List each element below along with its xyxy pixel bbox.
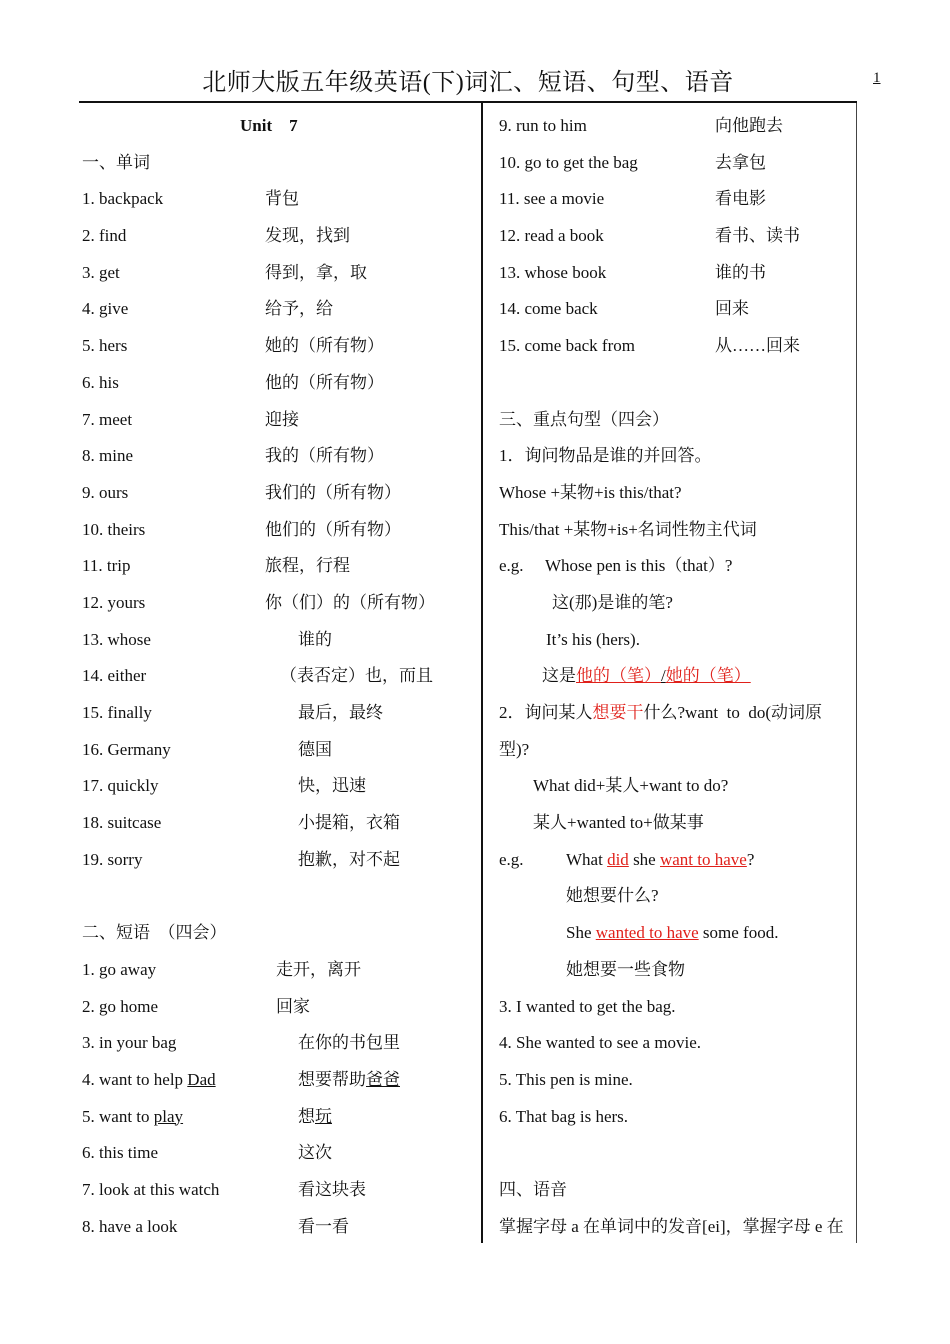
word-item: 7. meet 迎接 — [82, 409, 299, 429]
word-item: 12. yours 你（们）的（所有物） — [82, 592, 435, 612]
phrase-item: 10. go to get the bag 去拿包 — [499, 152, 766, 172]
phrase-item: 11. see a movie 看电影 — [499, 189, 766, 209]
example-answer: It’s his (hers). — [546, 629, 640, 649]
phrase-item: 8. have a look 看一看 — [82, 1216, 349, 1236]
phrase-item: 7. look at this watch 看这块表 — [82, 1179, 366, 1199]
right-column: 9. run to him 向他跑去 10. go to get the bag 去拿包 11. see a movie 看电影 12. read a book 看书、读书 13. whose book 谁的书 14. come back 回来 15. come back from 从……回来 三、重点句型（四会） 1．询问物品是谁的并回答。 Whose +某物+is this/that? This/that +某物+is+名词性物主代词 e.g. Whose pen is this（that）? 这(那)是谁的笔? It’s his (hers). 这是他的（笔）/她的（笔） 2．询问某人想要干什么?want to do(动词原 型)? What did+某人+want to do? 某人+wanted to+做某事 e.g. What did she want to have? 她想要什么? She wanted to have some food. 她想要一些食物 3. I wanted to get the bag. 4. She wanted to see a movie. 5. This pen is mine. 6. That bag is hers. 四、语音 掌握字母 a 在单词中的发音[ei]，掌握字母 e 在 — [499, 108, 884, 1245]
word-item: 1. backpack 背包 — [82, 189, 299, 209]
phrase-item: 6. this time 这次 — [82, 1143, 332, 1163]
section-heading-phonics: 四、语音 — [499, 1179, 567, 1199]
page-title: 北师大版五年级英语(下)词汇、短语、句型、语音 — [202, 70, 734, 96]
phrase-item: 1. go away 走开，离开 — [82, 959, 361, 979]
word-item: 11. trip 旅程，行程 — [82, 556, 350, 576]
word-item: 9. ours 我们的（所有物） — [82, 482, 401, 502]
word-item: 2. find 发现，找到 — [82, 226, 350, 246]
phrase-item: 13. whose book 谁的书 — [499, 262, 766, 282]
column-divider — [481, 103, 483, 1243]
example-answer-translation: 这是他的（笔）/她的（笔） — [542, 666, 751, 686]
sentence-list — [499, 989, 884, 1136]
phrase-item: 3. in your bag 在你的书包里 — [82, 1033, 400, 1053]
word-item: 16. Germany 德国 — [82, 739, 332, 759]
pattern-answer: This/that +某物+is+名词性物主代词 — [499, 519, 757, 539]
pattern-title: 2．询问某人想要干什么?want to do(动词原 — [499, 703, 822, 722]
pattern-question: Whose +某物+is this/that? — [499, 482, 682, 502]
unit-heading — [82, 108, 477, 145]
word-item: 6. his 他的（所有物） — [82, 372, 384, 392]
phrase-list-continued — [499, 108, 884, 365]
word-item: 14. either （表否定）也，而且 — [82, 666, 433, 686]
pattern-title: 1．询问物品是谁的并回答。 — [499, 446, 712, 466]
example-answer-translation: 她想要一些食物 — [566, 959, 685, 979]
section-heading-phrases: 二、短语 （四会） — [82, 923, 227, 943]
pattern-question: What did+某人+want to do? — [533, 776, 729, 796]
example-translation: 她想要什么? — [566, 886, 659, 906]
word-item: 3. get 得到，拿，取 — [82, 262, 367, 282]
example-sentence: e.g. Whose pen is this（that）? — [499, 556, 733, 576]
word-item: 5. hers 她的（所有物） — [82, 336, 384, 356]
phrase-item: 2. go home 回家 — [82, 996, 310, 1016]
word-item: 15. finally 最后，最终 — [82, 703, 383, 722]
phrase-item: 15. come back from 从……回来 — [499, 336, 800, 356]
example-sentence: e.g. What did she want to have? — [499, 849, 755, 869]
example-answer: She wanted to have some food. — [566, 923, 779, 943]
word-item: 19. sorry 抱歉，对不起 — [82, 849, 400, 869]
sentence-item: 6. That bag is hers. — [499, 1106, 629, 1126]
left-column — [82, 108, 477, 1245]
sentence-item: 5. This pen is mine. — [499, 1069, 633, 1089]
word-item: 17. quickly 快，迅速 — [82, 776, 366, 796]
word-item: 13. whose 谁的 — [82, 629, 332, 649]
header-rule — [79, 101, 857, 103]
section-heading-sentences: 三、重点句型（四会） — [499, 409, 669, 429]
phrase-item: 12. read a book 看书、读书 — [499, 226, 800, 246]
pattern-answer: 某人+wanted to+做某事 — [533, 813, 704, 833]
page-number: 1 — [873, 70, 881, 86]
section-heading-words: 一、单词 — [82, 152, 150, 172]
word-item: 4. give 给予，给 — [82, 299, 333, 319]
word-item: 10. theirs 他们的（所有物） — [82, 519, 401, 539]
sentence-item: 3. I wanted to get the bag. — [499, 996, 676, 1016]
phrase-item: 9. run to him 向他跑去 — [499, 116, 783, 135]
phrase-item: 5. want to play 想玩 — [82, 1106, 332, 1126]
example-translation: 这(那)是谁的笔? — [552, 592, 673, 612]
sentence-item: 4. She wanted to see a movie. — [499, 1033, 702, 1053]
word-item: 18. suitcase 小提箱，衣箱 — [82, 813, 400, 833]
phonics-text: 掌握字母 a 在单词中的发音[ei]，掌握字母 e 在 — [499, 1216, 844, 1236]
unit-label: Unit 7 — [240, 116, 298, 135]
phrase-item: 4. want to help Dad 想要帮助爸爸 — [82, 1069, 400, 1089]
word-item: 8. mine 我的（所有物） — [82, 446, 384, 466]
phrase-item: 14. come back 回来 — [499, 299, 749, 319]
word-list — [82, 181, 477, 878]
